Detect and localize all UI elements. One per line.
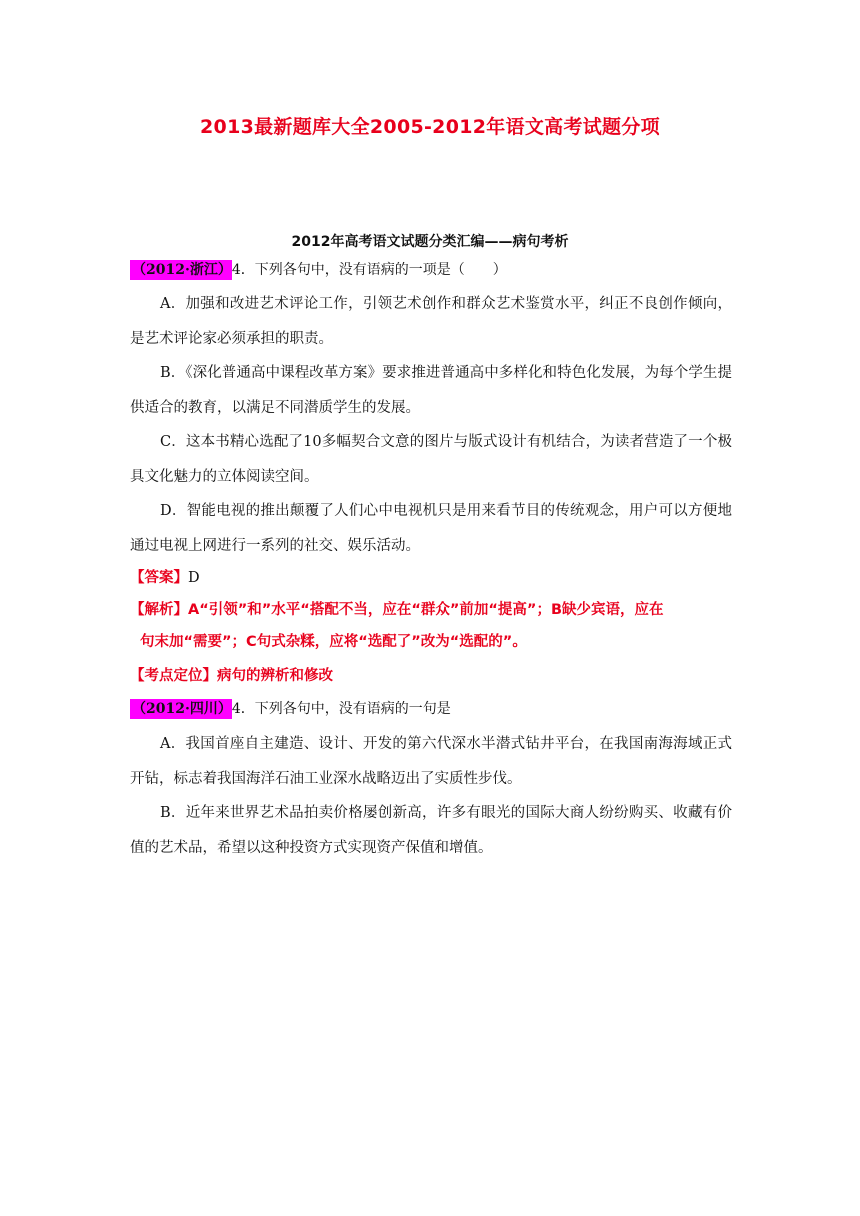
question-1-option-c: C．这本书精心选配了10多幅契合文意的图片与版式设计有机结合，为读者营造了一个极具文化魅力的立体阅读空间。 <box>130 434 732 485</box>
answer-value: D <box>188 570 200 586</box>
answer-label: 【答案】 <box>130 570 188 586</box>
question-1-option-b: B．《深化普通高中课程改革方案》要求推进普通高中多样化和特色化发展，为每个学生提供适合的教育，以满足不同潜质学生的发展。 <box>130 365 732 416</box>
section-title: 2012年高考语文试题分类汇编——病句考析 <box>291 234 569 250</box>
question-1-option-a: A．加强和改进艺术评论工作，引领艺术创作和群众艺术鉴赏水平，纠正不良创作倾向，是艺术评论家必须承担的职责。 <box>130 296 732 347</box>
question-1-prompt-line <box>130 258 507 282</box>
question-2-prompt: 4．下列各句中，没有语病的一句是 <box>231 701 451 717</box>
question-2-option-a: A．我国首座自主建造、设计、开发的第六代深水半潜式钻井平台，在我国南海海域正式开钻，标志着我国海洋石油工业深水战略迈出了实质性步伐。 <box>130 736 732 787</box>
question-2-prompt-line <box>130 697 451 721</box>
question-1-source-tag: （2012·浙江） <box>132 262 232 278</box>
kaodian-label: 【考点定位】 <box>130 668 217 684</box>
document-title: 2013最新题库大全2005-2012年语文高考试题分项 <box>200 116 660 138</box>
analysis-label: 【解析】 <box>130 602 188 618</box>
question-1-prompt: 4．下列各句中，没有语病的一项是（ ） <box>231 262 507 278</box>
kaodian-value: 病句的辨析和修改 <box>217 668 333 684</box>
analysis-line-2: 句末加“需要”；C句式杂糅，应将“选配了”改为“选配的”。 <box>140 634 527 650</box>
question-2-option-b: B．近年来世界艺术品拍卖价格屡创新高，许多有眼光的国际大商人纷纷购买、收藏有价值的艺术品，希望以这种投资方式实现资产保值和增值。 <box>130 805 732 856</box>
question-2-source-tag: （2012·四川） <box>132 701 232 717</box>
analysis-line-1: A“引领”和”水平“搭配不当，应在“群众”前加“提高”；B缺少宾语，应在 <box>188 602 664 618</box>
question-1-answer <box>130 566 740 590</box>
question-1-option-d: D．智能电视的推出颠覆了人们心中电视机只是用来看节目的传统观念，用户可以方便地通过电视上网进行一系列的社交、娱乐活动。 <box>130 503 732 554</box>
question-1-kaodian <box>130 664 740 688</box>
question-1-analysis <box>130 594 740 658</box>
